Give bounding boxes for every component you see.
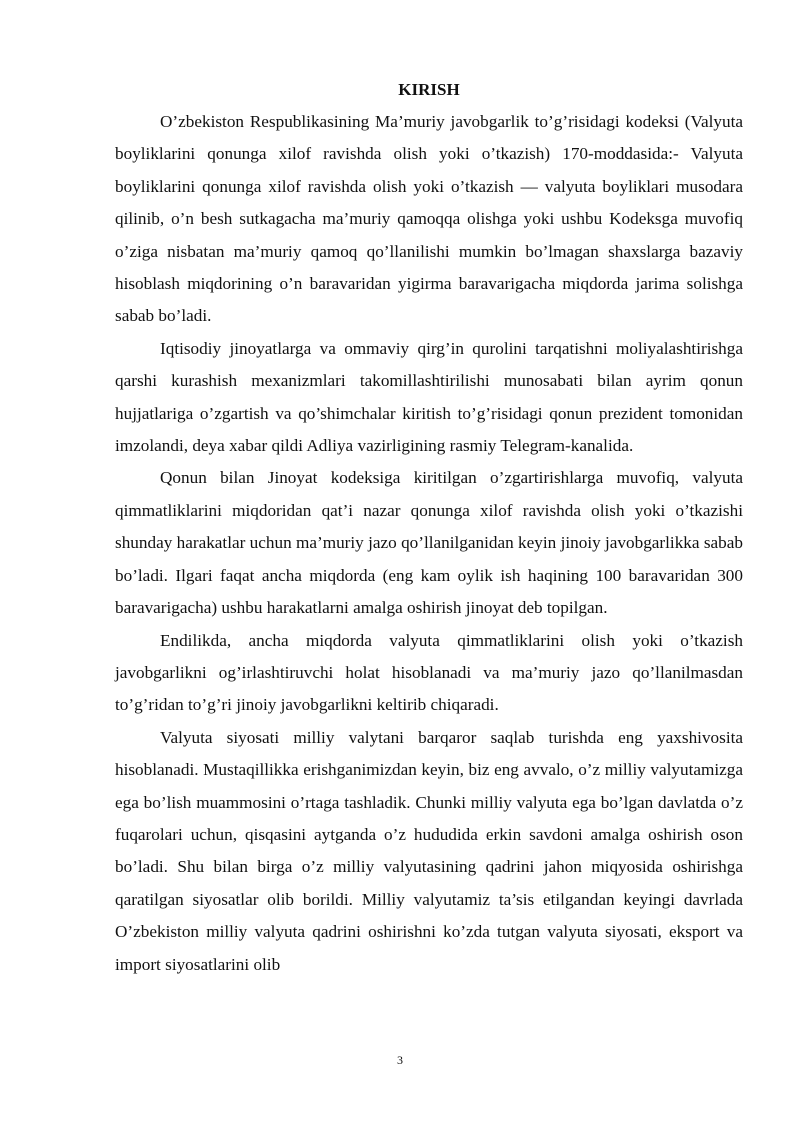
paragraph-3: Qonun bilan Jinoyat kodeksiga kiritilgan o’zgartirishlarga muvofiq, valyuta qimmatliklarini miqdoridan qat’i nazar qonunga xilof ravishda olish yoki o’tkazishi shunday harakatlar uchun ma’muriy jazo qo’llanilganidan keyin jinoiy javobgarlikka sabab bo’ladi. Ilgari faqat ancha miqdorda (eng kam oylik ish haqining 100 baravaridan 300 baravarigacha) ushbu harakatlarni amalga oshirish jinoyat deb topilgan. [115, 468, 743, 618]
document-title: KIRISH [398, 80, 460, 99]
paragraph-4: Endilikda, ancha miqdorda valyuta qimmatliklarini olish yoki o’tkazish javobgarlikni og’irlashtiruvchi holat hisoblanadi va ma’muriy jazo qo’llanilmasdan to’g’ridan to’g’ri jinoiy javobgarlikni keltirib chiqaradi. [115, 630, 743, 715]
page-number: 3 [397, 1053, 403, 1067]
paragraph-1: O’zbekiston Respublikasining Ma’muriy javobgarlik to’g’risidagi kodeksi (Valyuta boyliklarini qonunga xilof ravishda olish yoki o’tkazish) 170-moddasida:- Valyuta boyliklarini qonunga xilof ravishda olish yoki o’tkazish — valyuta boyliklari musodara qilinib, o’n besh sutkagacha ma’muriy qamoqqa olishga yoki ushbu Kodeksga muvofiq o’ziga nisbatan ma’muriy qamoq qo’llanilishi mumkin bo’lmagan shaxslarga bazaviy hisoblash miqdorining o’n baravaridan yigirma baravarigacha miqdorda jarima solishga sabab bo’ladi. [115, 112, 743, 326]
paragraph-2: Iqtisodiy jinoyatlarga va ommaviy qirg’in qurolini tarqatishni moliyalashtirishga qarshi kurashish mexanizmlari takomillashtirilishi munosabati bilan ayrim qonun hujjatlariga o’zgartish va qo’shimchalar kiritish to’g’risidagi qonun prezident tomonidan imzolandi, deya xabar qildi Adliya vazirligining rasmiy Telegram-kanalida. [115, 338, 743, 456]
document-page [115, 74, 743, 981]
paragraph-5: Valyuta siyosati milliy valytani barqaror saqlab turishda eng yaxshivosita hisoblanadi. Mustaqillikka erishganimizdan keyin, biz eng avvalo, o’z milliy valyutamizga ega bo’lish muammosini o’rtaga tashladik. Chunki milliy valyuta ega bo’lgan davlatda o’z fuqarolari uchun, qisqasini aytganda o’z hududida erkin savdoni amalga oshirish oson bo’ladi. Shu bilan birga o’z milliy valyutasining qadrini jahon miqyosida oshirishga qaratilgan siyosatlar olib borildi. Milliy valyutamiz ta’sis etilgandan keyingi davrlada O’zbekiston milliy valyuta qadrini oshirishni ko’zda tutgan valyuta siyosati, eksport va import siyosatlarini olib [115, 727, 743, 974]
